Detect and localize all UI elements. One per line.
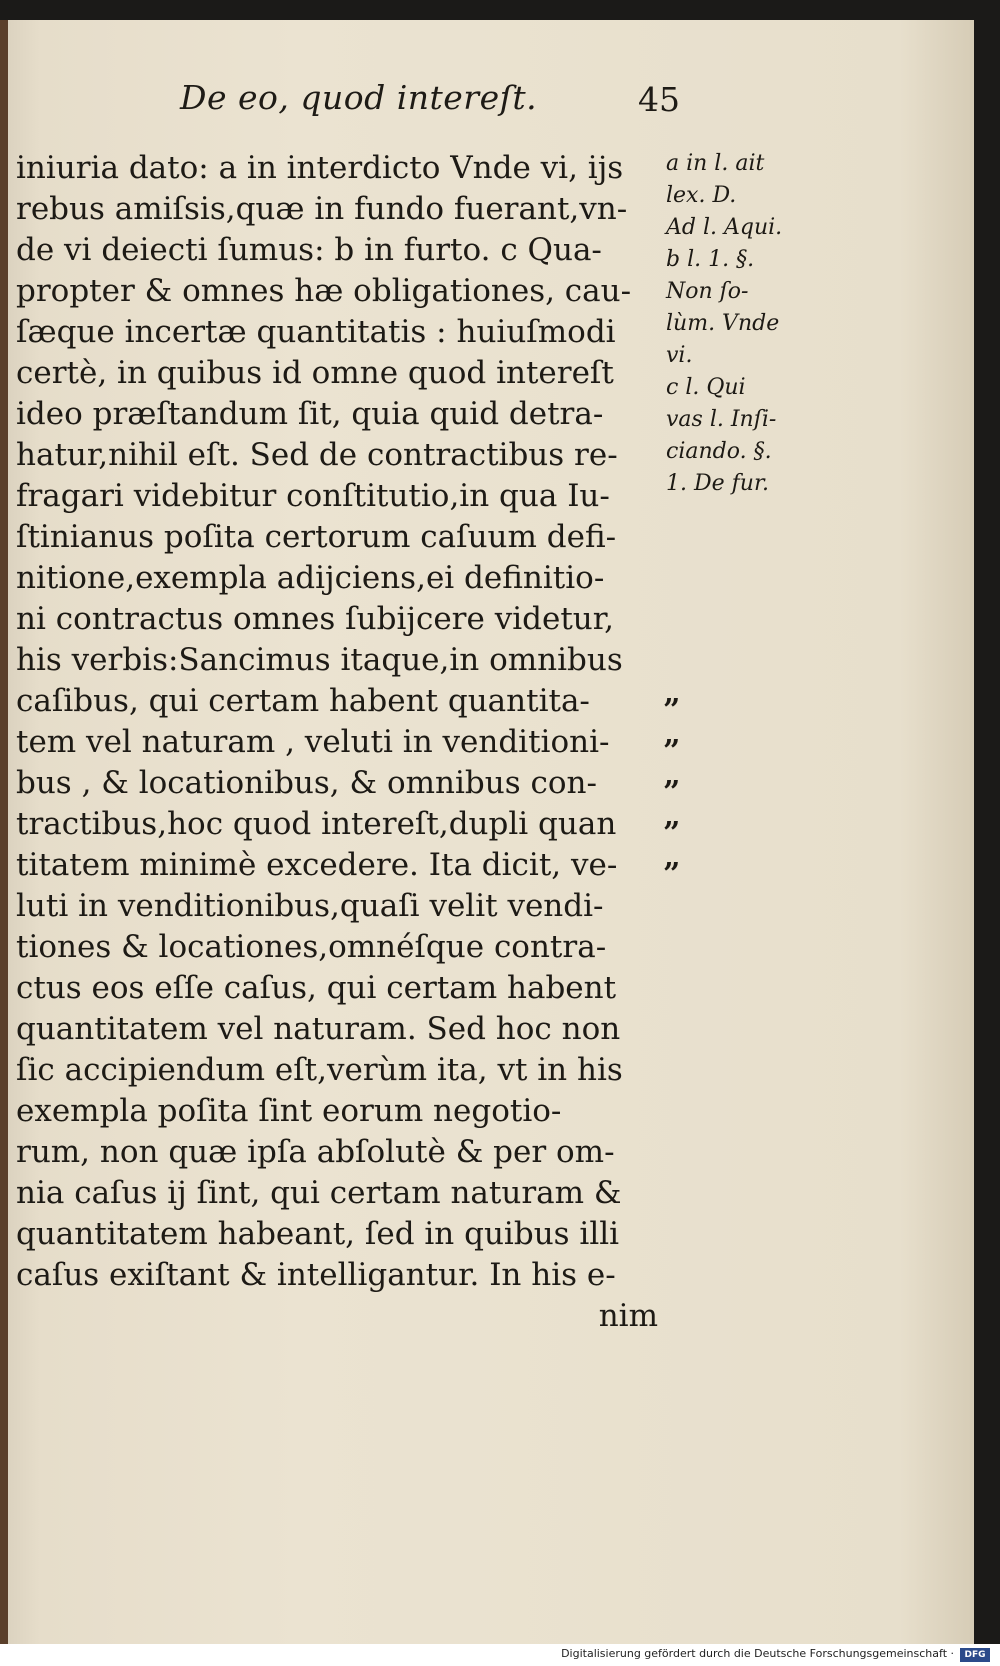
quote-mark: ” bbox=[663, 775, 681, 810]
marginal-note: lùm. Vnde bbox=[666, 311, 780, 336]
page-number: 45 bbox=[638, 80, 680, 119]
text-line: bus , & locationibus, & omnibus con- bbox=[16, 765, 597, 801]
marginal-note: vas l. Inſi- bbox=[666, 407, 777, 432]
text-line: iniuria dato: a in interdicto Vnde vi, ijs bbox=[16, 150, 624, 186]
text-line: nitione,exempla adijciens,ei definitio- bbox=[16, 560, 605, 596]
running-head: De eo, quod intereſt. bbox=[180, 78, 538, 117]
text-line: tem vel naturam , veluti in venditioni- bbox=[16, 724, 610, 760]
text-line: fragari videbitur conſtitutio,in qua Iu- bbox=[16, 478, 610, 514]
body-text bbox=[16, 148, 666, 1337]
quote-mark: ” bbox=[663, 816, 681, 851]
marginal-note: vi. bbox=[666, 343, 693, 368]
marginal-note: ciando. §. bbox=[666, 439, 772, 464]
text-line: tiones & locationes,omnéſque contra- bbox=[16, 929, 607, 965]
footer-credit: Digitalisierung gefördert durch die Deutsche Forschungsgemeinschaft · bbox=[561, 1647, 954, 1660]
page-binding-edge bbox=[0, 20, 8, 1644]
text-line: propter & omnes hæ obligationes, cau- bbox=[16, 273, 632, 309]
dfg-logo: DFG bbox=[960, 1648, 990, 1662]
text-line: hatur,nihil eſt. Sed de contractibus re- bbox=[16, 437, 618, 473]
text-line: ſtinianus poſita certorum caſuum defi- bbox=[16, 519, 617, 555]
quote-mark: ” bbox=[663, 857, 681, 892]
text-line: tractibus,hoc quod intereſt,dupli quan bbox=[16, 806, 617, 842]
marginal-note: lex. D. bbox=[666, 183, 737, 208]
text-line: ideo præſtandum ſit, quia quid detra- bbox=[16, 396, 604, 432]
text-line: rum, non quæ ipſa abſolutè & per om- bbox=[16, 1134, 615, 1170]
text-line: exempla poſita ſint eorum negotio- bbox=[16, 1093, 562, 1129]
marginal-note: 1. De fur. bbox=[666, 471, 770, 496]
text-line: titatem minimè excedere. Ita dicit, ve- bbox=[16, 847, 618, 883]
text-line: luti in venditionibus,quaſi velit vendi- bbox=[16, 888, 604, 924]
text-line: caſibus, qui certam habent quantita- bbox=[16, 683, 590, 719]
text-line: de vi deiecti ſumus: b in furto. c Qua- bbox=[16, 232, 602, 268]
text-line: his verbis:Sancimus itaque,in omnibus bbox=[16, 642, 623, 678]
quotation-marks bbox=[663, 690, 703, 895]
marginal-note: b l. 1. §. bbox=[666, 247, 755, 272]
digitization-footer bbox=[0, 1644, 1000, 1666]
text-line: ſic accipiendum eſt,verùm ita, vt in his bbox=[16, 1052, 623, 1088]
marginal-note: Ad l. Aqui. bbox=[666, 215, 783, 240]
catchword: nim bbox=[598, 1298, 658, 1334]
marginal-notes bbox=[666, 148, 816, 500]
text-line: quantitatem vel naturam. Sed hoc non bbox=[16, 1011, 621, 1047]
text-line: ctus eos eſſe caſus, qui certam habent bbox=[16, 970, 617, 1006]
text-line: caſus exiſtant & intelligantur. In his e- bbox=[16, 1257, 616, 1293]
text-line: certè, in quibus id omne quod intereſt bbox=[16, 355, 614, 391]
text-line: quantitatem habeant, ſed in quibus illi bbox=[16, 1216, 620, 1252]
page-header bbox=[160, 78, 680, 128]
text-line: rebus amiſsis,quæ in fundo fuerant,vn- bbox=[16, 191, 628, 227]
marginal-note: Non ſo- bbox=[666, 279, 749, 304]
quote-mark: ” bbox=[663, 693, 681, 728]
marginal-note: c l. Qui bbox=[666, 375, 746, 400]
text-line: ni contractus omnes ſubijcere videtur, bbox=[16, 601, 615, 637]
marginal-note: a in l. ait bbox=[666, 151, 765, 176]
quote-mark: ” bbox=[663, 734, 681, 769]
text-line: ſæque incertæ quantitatis : huiuſmodi bbox=[16, 314, 616, 350]
text-line: nia caſus ij ſint, qui certam naturam & bbox=[16, 1175, 622, 1211]
